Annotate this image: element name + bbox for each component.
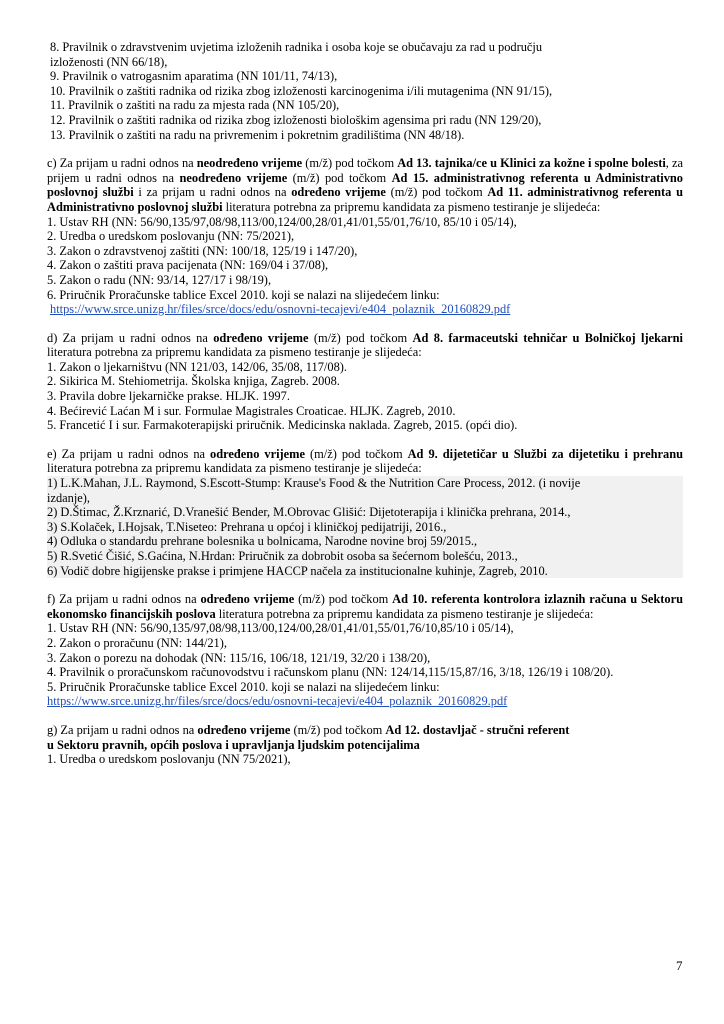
section-f-intro: f) Za prijam u radni odnos na određeno vrijeme (m/ž) pod točkom Ad 10. referenta kontrolora izlaznih računa u Sektoru ekonomsko financijskih poslova literatura potrebna za pripremu kandidata za pismeno testiranje je slijedeća: — [47, 592, 683, 621]
section-e-intro: e) Za prijam u radni odnos na određeno vrijeme (m/ž) pod točkom Ad 9. dijetetičar u Službi za dijetetiku i prehranu literatura potrebna za pripremu kandidata za pismeno testiranje je slijedeća: — [47, 446, 683, 476]
list-item: 8. Pravilnik o zdravstvenim uvjetima izloženih radnika i osoba koje se obučavaju za rad u području — [50, 40, 543, 54]
list-item: 1. Uredba o uredskom poslovanju (NN 75/2021), — [47, 752, 291, 767]
list-item: 1. Zakon o ljekarništvu (NN 121/03, 142/06, 35/08, 117/08). — [47, 359, 347, 374]
list-item: 13. Pravilnik o zaštiti na radu na privremenim i pokretnim gradilištima (NN 48/18). — [50, 127, 465, 142]
list-item: 4. Bećirević Laćan M i sur. Formulae Magistrales Croaticae. HLJK. Zagreb, 2010. — [47, 403, 456, 418]
section-c-intro: c) Za prijam u radni odnos na neodređeno vrijeme (m/ž) pod točkom Ad 13. tajnika/ce u Klinici za kožne i spolne bolesti, za prijem u radni odnos na neodređeno vrijeme (m/ž) pod točkom Ad 15. administrativnog referenta u Administrativno poslovnoj službi i za prijam u radni odnos na određeno vrijeme (m/ž) pod točkom Ad 11. administrativnog referenta u Administrativno poslovnoj službi literatura potrebna za pripremu kandidata za pismeno testiranje je slijedeća: — [47, 156, 683, 214]
list-item: izdanje), — [47, 491, 683, 506]
document-page — [47, 40, 683, 767]
list-item: 5) R.Svetić Čišić, S.Gaćina, N.Hrdan: Priručnik za dobrobit osoba sa šećernom bolešću, 2013., — [47, 549, 683, 564]
list-item: 3. Zakon o porezu na dohodak (NN: 115/16, 106/18, 121/19, 32/20 i 138/20), — [47, 650, 431, 665]
list-item: 5. Francetić I i sur. Farmakoterapijski priručnik. Medicinska naklada. Zagreb, 2015. (opći dio). — [47, 418, 518, 433]
section-f — [47, 592, 683, 709]
list-item: 4) Odluka o standardu prehrane bolesnika u bolnicama, Narodne novine broj 59/2015., — [47, 534, 683, 549]
list-item: 2) D.Štimac, Ž.Krznarić, D.Vranešić Bender, M.Obrovac Glišić: Dijetoterapija i klinička prehrana, 2014., — [47, 505, 683, 520]
section-e — [47, 447, 683, 578]
excel-manual-link[interactable]: https://www.srce.unizg.hr/files/srce/docs/edu/osnovni-tecajevi/e404_polaznik_20160829.pdf — [47, 694, 508, 709]
list-item: 2. Zakon o proračunu (NN: 144/21), — [47, 635, 227, 650]
list-item: 5. Zakon o radu (NN: 93/14, 127/17 i 98/19), — [47, 272, 272, 287]
list-item: 1) L.K.Mahan, J.L. Raymond, S.Escott-Stump: Krause's Food & the Nutrition Care Process, 2012. (i novije — [47, 476, 683, 491]
list-item: 2. Uredba o uredskom poslovanju (NN: 75/2021), — [47, 229, 295, 244]
list-item: 5. Priručnik Proračunske tablice Excel 2010. koji se nalazi na slijedećem linku: — [47, 679, 440, 694]
list-item: 6. Priručnik Proračunske tablice Excel 2010. koji se nalazi na slijedećem linku: — [47, 287, 440, 302]
list-item: 9. Pravilnik o vatrogasnim aparatima (NN 101/11, 74/13), — [50, 69, 338, 84]
list-item: 4. Pravilnik o proračunskom računovodstvu i računskom planu (NN: 124/14,115/15,87/16, 3/18, 126/19 i 108/20). — [47, 665, 614, 680]
list-item: 12. Pravilnik o zaštiti radnika od rizika zbog izloženosti biološkim agensima pri radu (NN 129/20), — [50, 112, 542, 127]
section-g-intro: g) Za prijam u radni odnos na određeno vrijeme (m/ž) pod točkom Ad 12. dostavljač - stručni referent — [47, 722, 570, 737]
list-item: 3) S.Kolaček, I.Hojsak, T.Niseteo: Prehrana u općoj i kliničkoj pedijatriji, 2016., — [47, 520, 683, 535]
list-item: 3. Pravila dobre ljekarničke prakse. HLJK. 1997. — [47, 389, 290, 404]
list-item: 1. Ustav RH (NN: 56/90,135/97,08/98,113/00,124/00,28/01,41/01,55/01,76/10,85/10 i 05/14), — [47, 621, 514, 636]
list-item: 10. Pravilnik o zaštiti radnika od rizika zbog izloženosti karcinogenima i/ili mutagenima (NN 91/15), — [50, 83, 553, 98]
list-item: izloženosti (NN 66/18), — [50, 54, 168, 69]
section-d — [47, 331, 683, 433]
list-item: 1. Ustav RH (NN: 56/90,135/97,08/98,113/00,124/00,28/01,41/01,55/01,76/10, 85/10 i 05/14), — [47, 214, 517, 229]
list-item: 11. Pravilnik o zaštiti na radu za mjesta rada (NN 105/20), — [50, 98, 340, 113]
section-c — [47, 156, 683, 317]
list-item: 3. Zakon o zdravstvenoj zaštiti (NN: 100/18, 125/19 i 147/20), — [47, 243, 358, 258]
section-d-intro: d) Za prijam u radni odnos na određeno vrijeme (m/ž) pod točkom Ad 8. farmaceutski tehničar u Bolničkoj ljekarni literatura potrebna za pripremu kandidata za pismeno testiranje je slijedeća: — [47, 330, 683, 360]
section-g — [47, 723, 683, 767]
list-item: 6) Vodič dobre higijenske prakse i primjene HACCP načela za institucionalne kuhinje, Zagreb, 2010. — [47, 564, 683, 579]
list-item: 4. Zakon o zaštiti prava pacijenata (NN: 169/04 i 37/08), — [47, 258, 329, 273]
list-item: 2. Sikirica M. Stehiometrija. Školska knjiga, Zagreb. 2008. — [47, 374, 340, 389]
section-g-intro-cont: u Sektoru pravnih, općih poslova i upravljanja ljudskim potencijalima — [47, 737, 420, 752]
page-number: 7 — [676, 958, 683, 973]
excel-manual-link[interactable]: https://www.srce.unizg.hr/files/srce/docs/edu/osnovni-tecajevi/e404_polaznik_20160829.pdf — [50, 302, 511, 317]
regulations-list — [47, 40, 683, 142]
